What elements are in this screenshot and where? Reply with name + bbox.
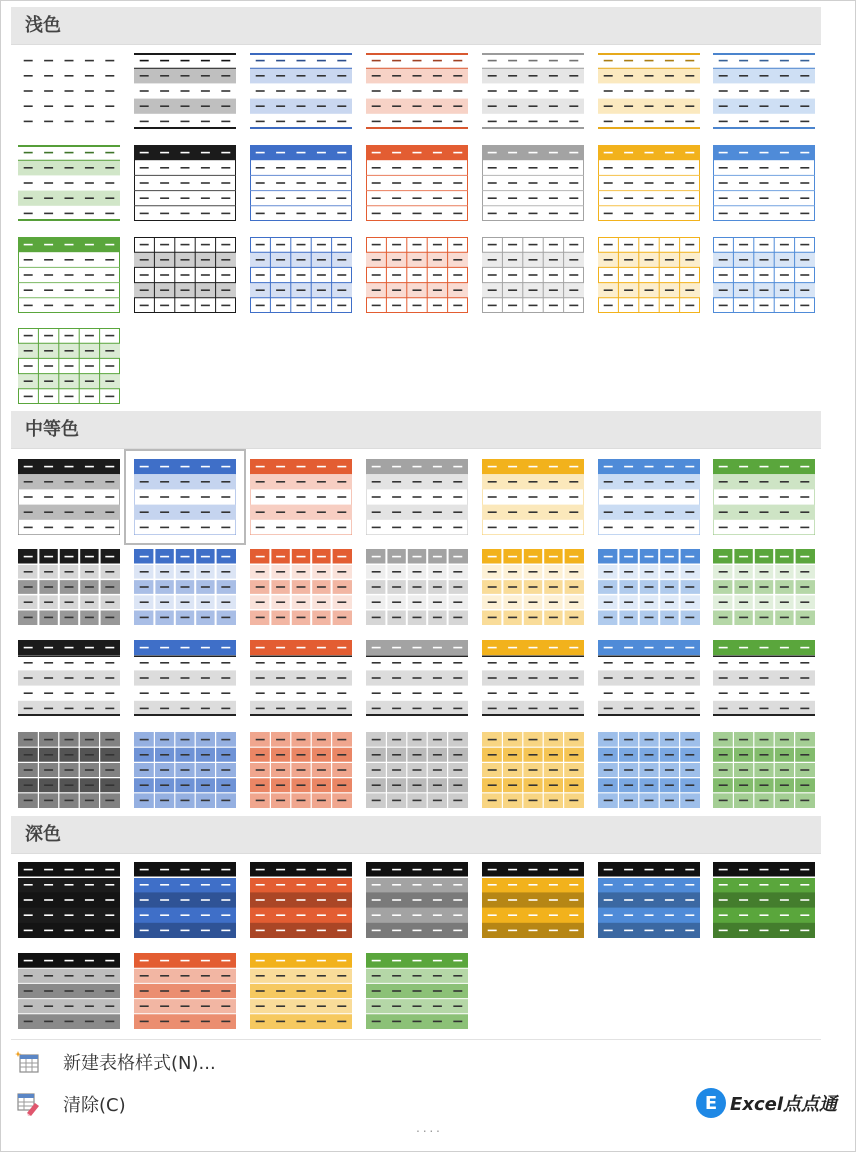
table-style-medium-4-7[interactable] bbox=[713, 732, 815, 808]
table-style-medium-3-4[interactable] bbox=[366, 640, 468, 716]
table-style-light-2-3[interactable] bbox=[250, 145, 352, 221]
table-style-medium-1-7[interactable] bbox=[713, 459, 815, 535]
table-style-medium-3-7[interactable] bbox=[713, 640, 815, 716]
table-style-medium-4-4[interactable] bbox=[366, 732, 468, 808]
table-style-medium-2-7[interactable] bbox=[713, 549, 815, 625]
table-style-light-1-6[interactable] bbox=[598, 53, 700, 129]
table-style-medium-1-2[interactable] bbox=[134, 459, 236, 535]
table-style-light-1-3[interactable] bbox=[250, 53, 352, 129]
table-style-medium-3-5[interactable] bbox=[482, 640, 584, 716]
table-style-light-2-7[interactable] bbox=[713, 145, 815, 221]
table-style-light-3-5[interactable] bbox=[482, 237, 584, 313]
section-header-light: 浅色 bbox=[11, 7, 821, 45]
table-style-light-3-2[interactable] bbox=[134, 237, 236, 313]
table-style-medium-3-2[interactable] bbox=[134, 640, 236, 716]
table-style-light-1-4[interactable] bbox=[366, 53, 468, 129]
table-style-medium-4-2[interactable] bbox=[134, 732, 236, 808]
table-style-light-1-7[interactable] bbox=[713, 53, 815, 129]
table-style-light-3-3[interactable] bbox=[250, 237, 352, 313]
table-style-dark-1-7[interactable] bbox=[713, 862, 815, 938]
table-style-light-1-1[interactable] bbox=[18, 53, 120, 129]
table-style-medium-4-1[interactable] bbox=[18, 732, 120, 808]
table-style-medium-3-6[interactable] bbox=[598, 640, 700, 716]
table-style-light-3-4[interactable] bbox=[366, 237, 468, 313]
table-style-dark-2-1[interactable] bbox=[18, 953, 120, 1029]
table-style-light-2-2[interactable] bbox=[134, 145, 236, 221]
table-style-dark-2-3[interactable] bbox=[250, 953, 352, 1029]
table-style-dark-1-5[interactable] bbox=[482, 862, 584, 938]
clear-label: 清除(C) bbox=[63, 1095, 126, 1116]
table-style-light-4-1[interactable] bbox=[18, 328, 120, 404]
table-style-light-3-7[interactable] bbox=[713, 237, 815, 313]
table-style-medium-4-3[interactable] bbox=[250, 732, 352, 808]
new-table-style-item[interactable] bbox=[13, 1045, 313, 1079]
table-style-medium-2-6[interactable] bbox=[598, 549, 700, 625]
table-style-medium-1-6[interactable] bbox=[598, 459, 700, 535]
table-style-light-2-5[interactable] bbox=[482, 145, 584, 221]
table-style-medium-3-3[interactable] bbox=[250, 640, 352, 716]
table-style-medium-3-1[interactable] bbox=[18, 640, 120, 716]
table-style-light-2-6[interactable] bbox=[598, 145, 700, 221]
menu-separator bbox=[11, 1039, 821, 1040]
clear-style-icon bbox=[13, 1089, 43, 1119]
table-style-dark-2-2[interactable] bbox=[134, 953, 236, 1029]
table-style-medium-1-3[interactable] bbox=[250, 459, 352, 535]
table-style-medium-2-4[interactable] bbox=[366, 549, 468, 625]
table-style-medium-2-2[interactable] bbox=[134, 549, 236, 625]
table-style-medium-2-5[interactable] bbox=[482, 549, 584, 625]
table-style-light-2-4[interactable] bbox=[366, 145, 468, 221]
table-style-medium-2-3[interactable] bbox=[250, 549, 352, 625]
table-style-dark-1-2[interactable] bbox=[134, 862, 236, 938]
table-style-light-2-1[interactable] bbox=[18, 145, 120, 221]
table-style-dark-1-6[interactable] bbox=[598, 862, 700, 938]
clear-item[interactable] bbox=[13, 1087, 313, 1121]
brand-watermark bbox=[696, 1087, 837, 1119]
table-style-dark-2-4[interactable] bbox=[366, 953, 468, 1029]
table-style-dark-1-1[interactable] bbox=[18, 862, 120, 938]
new-table-style-label: 新建表格样式(N)... bbox=[63, 1053, 216, 1074]
resize-grip[interactable]: ···· bbox=[415, 1122, 443, 1138]
table-style-dark-1-3[interactable] bbox=[250, 862, 352, 938]
section-header-medium: 中等色 bbox=[11, 411, 821, 449]
table-style-light-1-2[interactable] bbox=[134, 53, 236, 129]
table-style-medium-1-5[interactable] bbox=[482, 459, 584, 535]
table-style-light-1-5[interactable] bbox=[482, 53, 584, 129]
brand-text: Excel点点通 bbox=[730, 1094, 837, 1115]
table-style-medium-1-4[interactable] bbox=[366, 459, 468, 535]
table-style-dark-1-4[interactable] bbox=[366, 862, 468, 938]
table-style-medium-2-1[interactable] bbox=[18, 549, 120, 625]
table-style-medium-4-5[interactable] bbox=[482, 732, 584, 808]
table-style-light-3-1[interactable] bbox=[18, 237, 120, 313]
new-table-style-icon bbox=[13, 1047, 43, 1077]
table-style-medium-1-1[interactable] bbox=[18, 459, 120, 535]
section-header-dark: 深色 bbox=[11, 816, 821, 854]
brand-logo: E bbox=[696, 1088, 726, 1118]
table-style-medium-4-6[interactable] bbox=[598, 732, 700, 808]
table-style-light-3-6[interactable] bbox=[598, 237, 700, 313]
